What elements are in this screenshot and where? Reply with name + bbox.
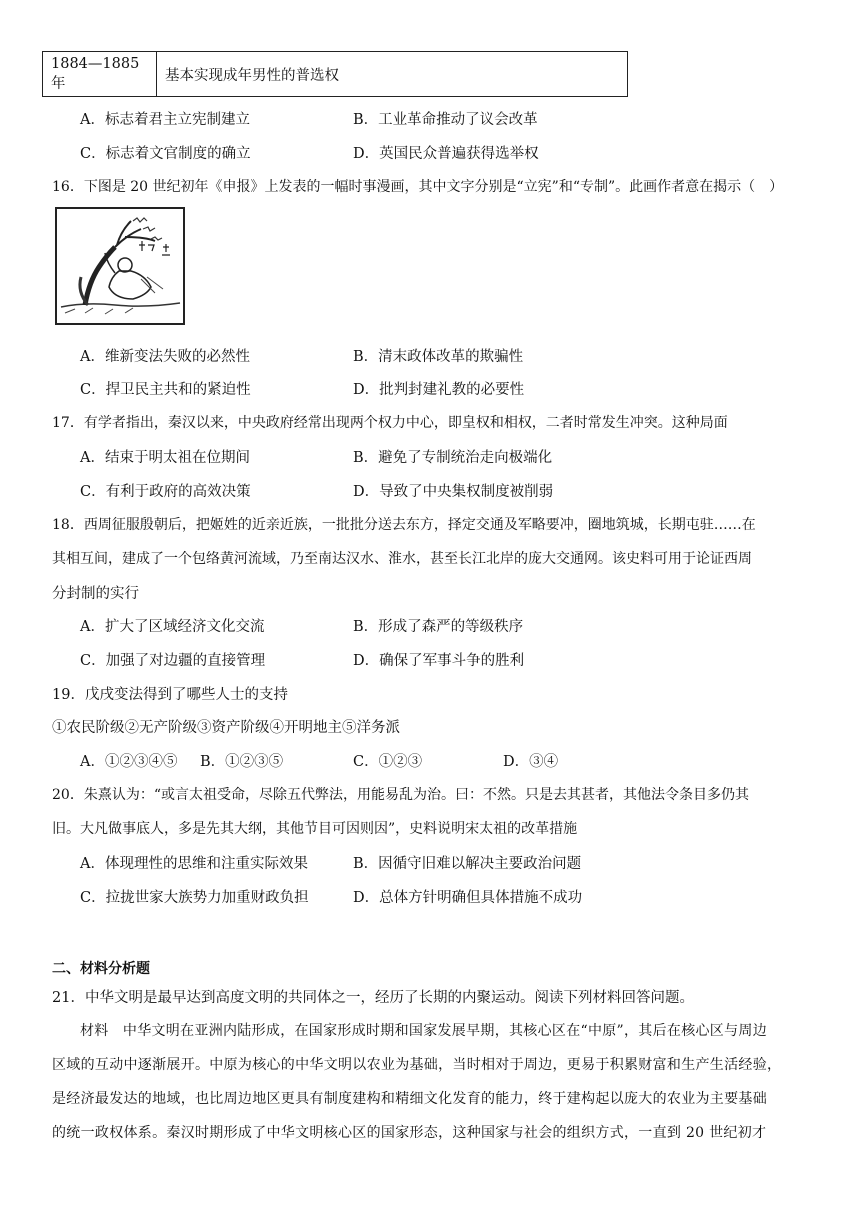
q15-option-a: A．标志着君主立宪制建立 [80,112,250,128]
q21-material-line2: 区域的互动中逐渐展开。中原为核心的中华文明以农业为基础，当时相对于周边，更易于积累财富和生产生活经验， [52,1057,782,1073]
q17-option-b: B．避免了专制统治走向极端化 [353,450,553,466]
q19-option-d: D．③④ [503,754,559,770]
political-cartoon-image [55,207,185,325]
q21-material-line1: 材料 中华文明在亚洲内陆形成，在国家形成时期和国家发展早期，其核心区在“中原”，其后在核心区与周边 [80,1023,768,1039]
q18-option-d: D．确保了军事斗争的胜利 [353,653,525,669]
q18-option-a: A．扩大了区域经济文化交流 [80,619,265,635]
q20-option-c: C．拉拢世家大族势力加重财政负担 [80,890,309,906]
q15-option-c: C．标志着文官制度的确立 [80,146,251,162]
q17-stem: 17．有学者指出，秦汉以来，中央政府经常出现两个权力中心，即皇权和相权，二者时常发生冲突。这种局面 [52,415,728,431]
q21-material-line3: 是经济最发达的地域，也比周边地区更具有制度建构和精细文化发育的能力，终于建构起以庞大的农业为主要基础 [52,1091,767,1107]
q15-option-b: B．工业革命推动了议会改革 [353,112,538,128]
q16-option-d: D．批判封建礼教的必要性 [353,382,525,398]
q18-option-b: B．形成了森严的等级秩序 [353,619,524,635]
q18-stem-line2: 其相互间，建成了一个包络黄河流域，乃至南达汉水、淮水，甚至长江北岸的庞大交通网。该史料可用于论证西周 [52,551,752,567]
q16-option-a: A．维新变法失败的必然性 [80,349,250,365]
table-cell-content: 基本实现成年男性的普选权 [157,52,628,97]
q16-stem: 16．下图是 20 世纪初年《申报》上发表的一幅时事漫画，其中文字分别是“立宪”和“专制”。此画作者意在揭示（ ） [52,179,784,195]
table-cell-year: 1884—1885 年 [43,52,157,97]
q16-option-c: C．捍卫民主共和的紧迫性 [80,382,251,398]
q21-material-line4: 的统一政权体系。秦汉时期形成了中华文明核心区的国家形态，这种国家与社会的组织方式，一直到 20 世纪初才 [52,1125,767,1141]
q15-option-d: D．英国民众普遍获得选举权 [353,146,539,162]
q17-option-a: A．结束于明太祖在位期间 [80,450,250,466]
q21-stem: 21．中华文明是最早达到高度文明的共同体之一，经历了长期的内聚运动。阅读下列材料回答问题。 [52,990,694,1006]
section-title: 二、材料分析题 [52,961,150,977]
q19-option-a: A．①②③④⑤ [80,754,178,770]
q16-option-b: B．清末政体改革的欺骗性 [353,349,524,365]
q15-table [42,51,628,97]
q19-items: ①农民阶级②无产阶级③资产阶级④开明地主⑤洋务派 [52,720,400,736]
q20-stem-line1: 20．朱熹认为：“或言太祖受命，尽除五代弊法，用能易乱为治。曰：不然。只是去其甚者，其他法令条目多仍其 [52,787,749,803]
q19-stem: 19．戊戌变法得到了哪些人士的支持 [52,687,288,703]
q17-option-d: D．导致了中央集权制度被削弱 [353,484,554,500]
q17-option-c: C．有利于政府的高效决策 [80,484,251,500]
q19-option-b: B．①②③⑤ [200,754,284,770]
q18-option-c: C．加强了对边疆的直接管理 [80,653,266,669]
q18-stem-line3: 分封制的实行 [52,586,139,602]
q19-option-c: C．①②③ [353,754,423,770]
q20-option-d: D．总体方针明确但具体措施不成功 [353,890,583,906]
table-row [43,52,628,97]
q18-stem-line1: 18．西周征服殷朝后，把姬姓的近亲近族，一批批分送去东方，择定交通及军略要冲，圈地筑城，长期屯驻……在 [52,517,756,533]
q20-option-a: A．体现理性的思维和注重实际效果 [80,856,308,872]
q20-stem-line2: 旧。大凡做事底人，多是先其大纲，其他节目可因则因”，史料说明宋太祖的改革措施 [52,821,578,837]
q20-option-b: B．因循守旧难以解决主要政治问题 [353,856,582,872]
